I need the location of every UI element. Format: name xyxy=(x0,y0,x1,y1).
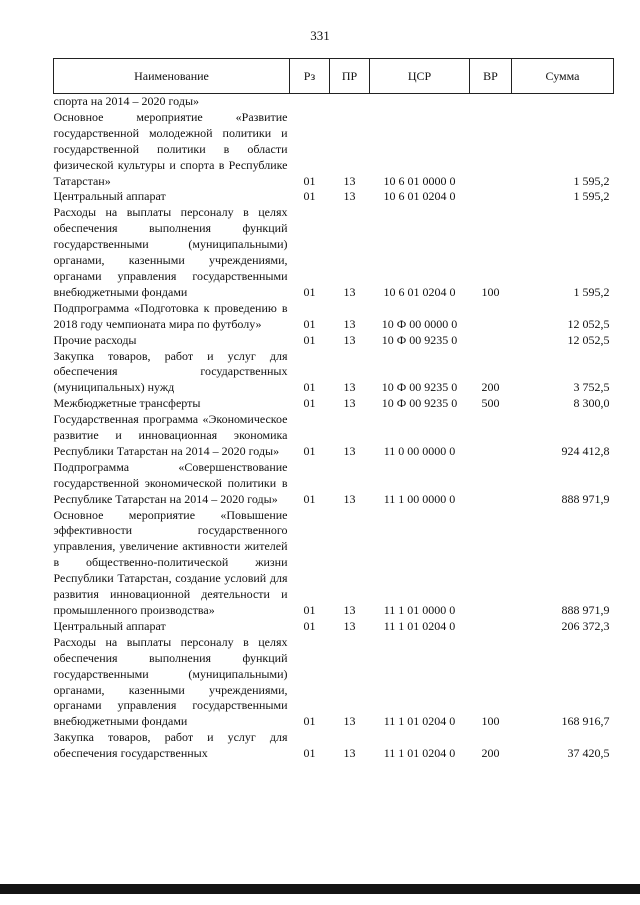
table-body xyxy=(54,94,614,763)
row-name: спорта на 2014 – 2020 годы» xyxy=(53,94,199,108)
row-name: Расходы на выплаты персоналу в целях обеспечения выполнения функций государственными (муниципальными) органами, казенными учреждениями, органами управления государственными внебюджетными фондами xyxy=(53,634,288,729)
row-name: Центральный аппарат xyxy=(53,189,166,204)
row-name: Прочие расходы xyxy=(53,332,137,347)
row-csr: 11 1 01 0204 0 xyxy=(383,746,456,761)
row-sum: 888 971,9 xyxy=(561,603,610,617)
row-pr: 13 xyxy=(343,491,356,506)
page-number: 331 xyxy=(310,28,330,43)
row-sum: 3 752,5 xyxy=(573,380,610,395)
row-rz: 01 xyxy=(303,714,316,729)
row-csr: 10 Ф 00 9235 0 xyxy=(381,380,458,395)
row-vr xyxy=(470,189,512,205)
row-rz: 01 xyxy=(303,396,316,411)
row-name: Закупка товаров, работ и услуг для обеспечения государственных (муниципальных) нужд xyxy=(53,348,288,395)
row-pr: 13 xyxy=(343,380,356,395)
row-rz: 01 xyxy=(303,603,316,617)
row-pr: 13 xyxy=(343,603,356,617)
header-rz: Рз xyxy=(290,59,330,94)
row-rz: 01 xyxy=(303,380,316,395)
row-pr: 13 xyxy=(343,173,356,188)
row-vr xyxy=(470,94,512,110)
table-row xyxy=(54,94,614,110)
table-row xyxy=(54,635,614,730)
table-row xyxy=(54,412,614,460)
row-pr: 13 xyxy=(343,316,356,331)
row-pr: 13 xyxy=(343,189,356,204)
row-csr: 11 0 00 0000 0 xyxy=(383,443,456,458)
row-csr: 11 1 01 0204 0 xyxy=(383,618,456,633)
row-pr: 13 xyxy=(343,714,356,729)
row-vr xyxy=(470,301,512,333)
row-pr: 13 xyxy=(343,396,356,411)
row-csr xyxy=(370,94,470,110)
table-row xyxy=(54,333,614,349)
row-sum: 12 052,5 xyxy=(567,316,610,331)
row-rz: 01 xyxy=(303,618,316,633)
header-row xyxy=(54,59,614,94)
row-name: Центральный аппарат xyxy=(53,618,166,633)
row-vr: 200 xyxy=(481,380,500,395)
row-csr: 10 6 01 0000 0 xyxy=(383,173,456,188)
row-sum: 12 052,5 xyxy=(567,332,610,347)
row-vr: 100 xyxy=(481,284,500,299)
row-sum: 924 412,8 xyxy=(561,443,610,458)
row-vr xyxy=(470,110,512,190)
row-pr: 13 xyxy=(343,746,356,761)
header-sum: Сумма xyxy=(512,59,614,94)
row-vr xyxy=(470,619,512,635)
row-sum: 206 372,3 xyxy=(561,618,610,633)
row-vr xyxy=(470,508,512,619)
row-vr xyxy=(470,333,512,349)
table-row xyxy=(54,110,614,190)
row-csr: 11 1 01 0204 0 xyxy=(383,714,456,729)
row-rz: 01 xyxy=(303,491,316,506)
row-csr: 11 1 00 0000 0 xyxy=(383,491,456,506)
row-rz: 01 xyxy=(303,443,316,458)
row-vr xyxy=(470,460,512,508)
row-rz: 01 xyxy=(303,332,316,347)
row-sum: 1 595,2 xyxy=(573,284,610,299)
row-pr xyxy=(330,94,370,110)
row-rz: 01 xyxy=(303,189,316,204)
table-row xyxy=(54,301,614,333)
row-sum: 1 595,2 xyxy=(573,173,610,188)
table-row xyxy=(54,730,614,762)
row-pr: 13 xyxy=(343,284,356,299)
row-vr xyxy=(470,412,512,460)
row-sum: 168 916,7 xyxy=(561,714,610,729)
row-csr: 10 6 01 0204 0 xyxy=(383,284,456,299)
scan-edge-bar xyxy=(0,884,640,894)
table-row xyxy=(54,460,614,508)
row-pr: 13 xyxy=(343,332,356,347)
row-rz xyxy=(290,94,330,110)
row-csr: 10 Ф 00 9235 0 xyxy=(381,332,458,347)
table-row xyxy=(54,349,614,397)
row-name: Основное мероприятие «Повышение эффективности государственного управления, увеличение активности жителей в общественно-политической жизни Республики Татарстан, создание условий для развития инновационной деятельности и промышленного производства» xyxy=(53,507,288,617)
row-name: Подпрограмма «Совершенствование государственной экономической политики в Республике Татарстан на 2014 – 2020 годы» xyxy=(53,459,288,506)
row-vr: 200 xyxy=(481,746,500,761)
row-name: Подпрограмма «Подготовка к проведению в 2018 году чемпионата мира по футболу» xyxy=(53,300,288,331)
row-name: Государственная программа «Экономическое развитие и инновационная экономика Республики Татарстан на 2014 – 2020 годы» xyxy=(53,412,288,458)
row-csr: 11 1 01 0000 0 xyxy=(383,603,456,617)
budget-table xyxy=(53,58,614,762)
row-sum: 888 971,9 xyxy=(561,491,610,506)
row-name: Межбюджетные трансферты xyxy=(53,396,201,411)
row-pr: 13 xyxy=(343,443,356,458)
table-row xyxy=(54,396,614,412)
row-rz: 01 xyxy=(303,173,316,188)
row-sum: 1 595,2 xyxy=(573,189,610,204)
row-name: Закупка товаров, работ и услуг для обеспечения государственных xyxy=(53,730,288,761)
table-header xyxy=(54,59,614,94)
row-pr: 13 xyxy=(343,618,356,633)
row-rz: 01 xyxy=(303,746,316,761)
header-pr: ПР xyxy=(330,59,370,94)
table-row xyxy=(54,619,614,635)
row-csr: 10 Ф 00 0000 0 xyxy=(381,316,458,331)
row-csr: 10 Ф 00 9235 0 xyxy=(381,396,458,411)
header-csr: ЦСР xyxy=(370,59,470,94)
row-sum: 37 420,5 xyxy=(567,746,610,761)
row-sum: 8 300,0 xyxy=(573,396,610,411)
header-name: Наименование xyxy=(54,59,290,94)
header-vr: ВР xyxy=(470,59,512,94)
row-rz: 01 xyxy=(303,316,316,331)
table-row xyxy=(54,189,614,205)
row-name: Основное мероприятие «Развитие государственной молодежной политики и государственной политики в области физической культуры и спорта в Республике Татарстан» xyxy=(53,109,288,188)
table-row xyxy=(54,205,614,300)
row-rz: 01 xyxy=(303,284,316,299)
row-sum xyxy=(512,94,614,110)
row-vr: 100 xyxy=(481,714,500,729)
row-name: Расходы на выплаты персоналу в целях обеспечения выполнения функций государственными (муниципальными) органами, казенными учреждениями, органами управления государственными внебюджетными фондами xyxy=(53,205,288,299)
row-vr: 500 xyxy=(481,396,500,411)
table-row xyxy=(54,508,614,619)
row-csr: 10 6 01 0204 0 xyxy=(383,189,456,204)
